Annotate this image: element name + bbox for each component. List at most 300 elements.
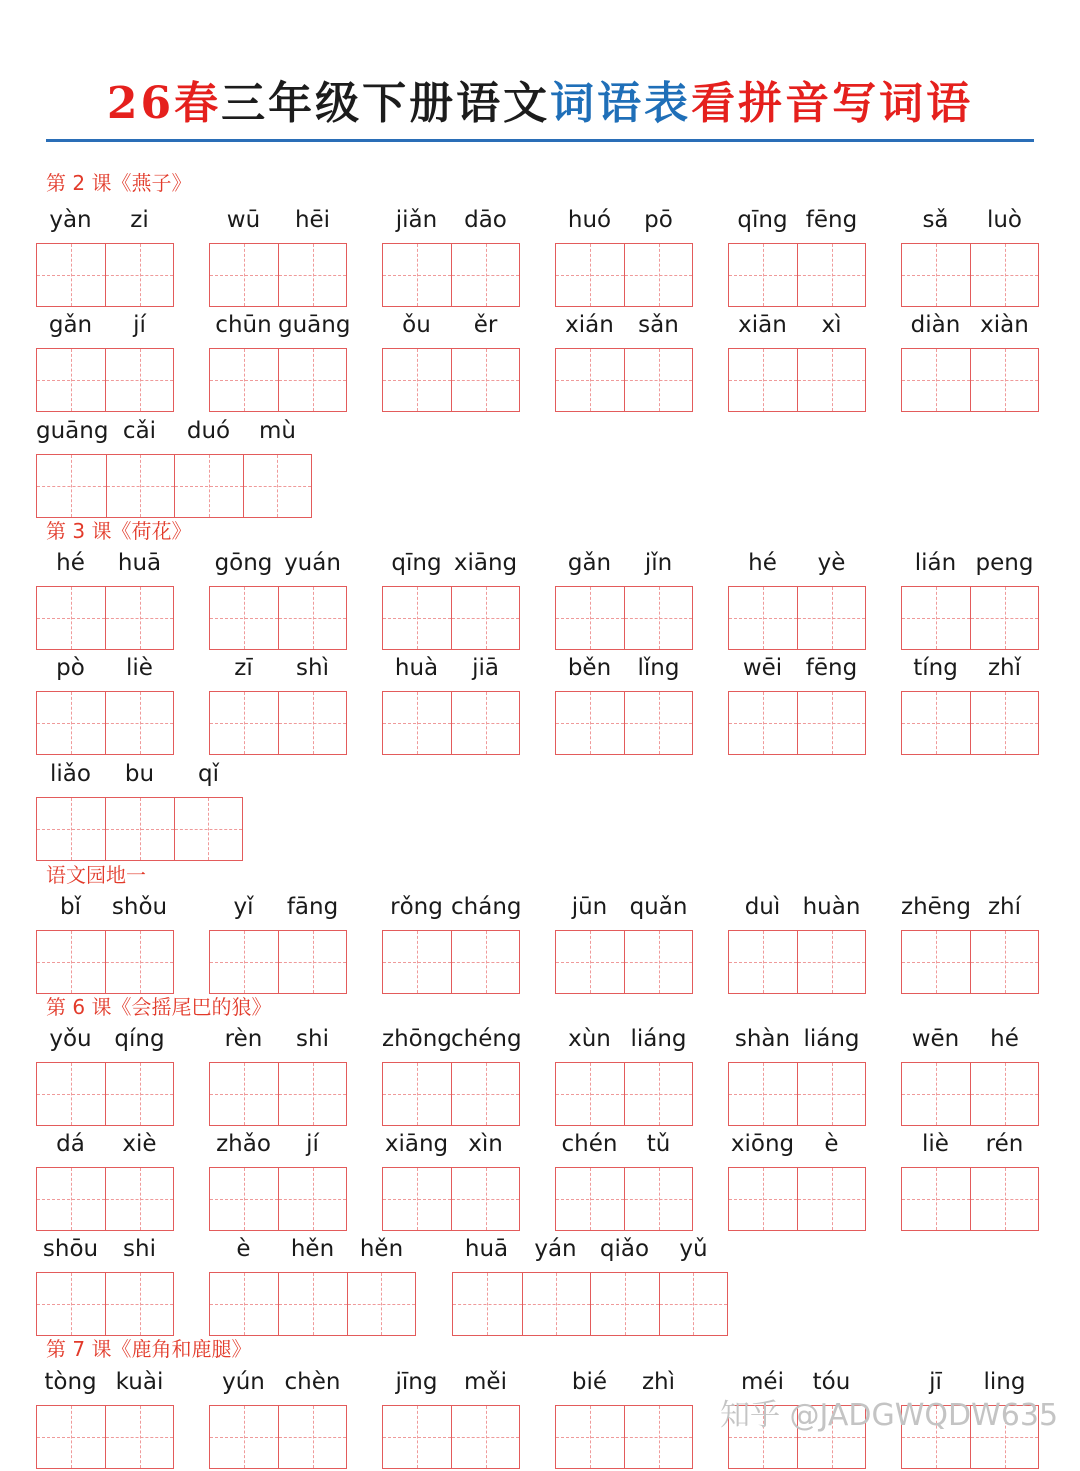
tianzige-cell[interactable] — [624, 349, 692, 411]
pinyin-row — [901, 890, 1039, 926]
pinyin-syllable: huà — [394, 655, 439, 681]
writing-grid — [36, 797, 243, 861]
section-title: 第 7 课《鹿角和鹿腿》 — [46, 1337, 252, 1361]
word-item — [452, 1232, 728, 1338]
pinyin-syllable: bié — [571, 1369, 608, 1395]
tianzige-cell[interactable] — [105, 349, 173, 411]
pinyin-syllable: liáng — [803, 1026, 860, 1052]
pinyin-row — [555, 1127, 693, 1163]
pinyin-syllable: lián — [914, 550, 957, 576]
pinyin-row — [728, 203, 866, 239]
pinyin-syllable: xùn — [568, 1026, 611, 1052]
tianzige-cell[interactable] — [37, 1168, 105, 1230]
writing-grid — [36, 454, 312, 518]
writing-grid — [728, 243, 866, 307]
tianzige-cell[interactable] — [105, 1063, 173, 1125]
pinyin-row — [209, 1127, 347, 1163]
pinyin-row — [36, 414, 312, 450]
tianzige-cell[interactable] — [278, 349, 346, 411]
tianzige-cell[interactable] — [970, 587, 1038, 649]
word-item — [36, 414, 312, 520]
pinyin-syllable: jí — [306, 1131, 319, 1157]
pinyin-syllable: huó — [567, 207, 612, 233]
tianzige-cell[interactable] — [797, 692, 865, 754]
tianzige-cell[interactable] — [105, 692, 173, 754]
word-item — [36, 308, 174, 414]
pinyin-row — [209, 308, 351, 344]
tianzige-cell[interactable] — [902, 244, 970, 306]
tianzige-cell[interactable] — [451, 587, 519, 649]
pinyin-row — [36, 890, 174, 926]
word-item — [728, 203, 866, 309]
tianzige-cell[interactable] — [347, 1273, 415, 1335]
tianzige-cell[interactable] — [37, 1406, 105, 1468]
writing-grid — [382, 1167, 520, 1231]
pinyin-row — [901, 1127, 1039, 1163]
tianzige-cell[interactable] — [902, 931, 970, 993]
tianzige-cell[interactable] — [624, 1406, 692, 1468]
pinyin-row — [36, 757, 243, 793]
pinyin-syllable: liǎo — [50, 761, 91, 787]
pinyin-row — [901, 203, 1039, 239]
writing-grid — [36, 930, 174, 994]
pinyin-syllable: xiān — [738, 312, 787, 338]
writing-grid — [901, 1167, 1039, 1231]
word-item — [209, 1022, 347, 1128]
tianzige-cell[interactable] — [624, 1168, 692, 1230]
word-item — [555, 1365, 693, 1471]
tianzige-cell[interactable] — [453, 1273, 522, 1335]
tianzige-cell[interactable] — [624, 244, 692, 306]
word-item — [382, 546, 520, 652]
writing-grid — [555, 1405, 693, 1469]
section-title: 第 2 课《燕子》 — [46, 171, 192, 195]
pinyin-syllable: dá — [56, 1131, 85, 1157]
tianzige-cell[interactable] — [451, 1063, 519, 1125]
word-item — [36, 890, 174, 996]
title-wordlist: 词语表 — [550, 78, 692, 129]
tianzige-cell[interactable] — [278, 1063, 346, 1125]
tianzige-cell[interactable] — [383, 1063, 451, 1125]
tianzige-cell[interactable] — [278, 1168, 346, 1230]
tianzige-cell[interactable] — [106, 455, 175, 517]
tianzige-cell[interactable] — [278, 931, 346, 993]
tianzige-cell[interactable] — [37, 455, 106, 517]
tianzige-cell[interactable] — [210, 692, 278, 754]
pinyin-syllable: chéng — [451, 1026, 522, 1052]
writing-grid — [901, 586, 1039, 650]
tianzige-cell[interactable] — [970, 692, 1038, 754]
tianzige-cell[interactable] — [902, 587, 970, 649]
pinyin-syllable: xiōng — [730, 1131, 795, 1157]
tianzige-cell[interactable] — [451, 1406, 519, 1468]
tianzige-cell[interactable] — [37, 1273, 105, 1335]
writing-grid — [555, 1167, 693, 1231]
pinyin-syllable: wū — [226, 207, 261, 233]
pinyin-syllable: tǔ — [646, 1131, 671, 1157]
word-item — [555, 308, 693, 414]
pinyin-syllable: xiè — [122, 1131, 157, 1157]
pinyin-row — [555, 203, 693, 239]
writing-grid — [728, 930, 866, 994]
tianzige-cell[interactable] — [451, 1168, 519, 1230]
page-title — [0, 72, 1080, 136]
word-item — [555, 1127, 693, 1233]
pinyin-row — [36, 1365, 174, 1401]
pinyin-syllable: diàn — [910, 312, 961, 338]
tianzige-cell[interactable] — [729, 349, 797, 411]
writing-grid — [555, 1062, 693, 1126]
pinyin-syllable: xìn — [468, 1131, 503, 1157]
pinyin-syllable: huā — [464, 1236, 509, 1262]
pinyin-syllable: jī — [929, 1369, 942, 1395]
tianzige-cell[interactable] — [243, 455, 312, 517]
pinyin-syllable: liè — [922, 1131, 949, 1157]
pinyin-syllable: guāng — [36, 418, 109, 444]
tianzige-cell[interactable] — [624, 692, 692, 754]
pinyin-syllable: jí — [133, 312, 146, 338]
tianzige-cell[interactable] — [902, 692, 970, 754]
tianzige-cell[interactable] — [37, 349, 105, 411]
tianzige-cell[interactable] — [174, 798, 242, 860]
pinyin-syllable: jūn — [571, 894, 608, 920]
pinyin-syllable: rǒng — [390, 894, 443, 920]
tianzige-cell[interactable] — [556, 587, 624, 649]
pinyin-row — [901, 546, 1039, 582]
pinyin-syllable: zhì — [641, 1369, 676, 1395]
pinyin-syllable: zhōng — [382, 1026, 452, 1052]
writing-grid — [382, 691, 520, 755]
tianzige-cell[interactable] — [210, 931, 278, 993]
pinyin-syllable: zhǎo — [216, 1131, 271, 1157]
pinyin-syllable: tóu — [812, 1369, 851, 1395]
tianzige-cell[interactable] — [556, 1063, 624, 1125]
tianzige-cell[interactable] — [451, 931, 519, 993]
tianzige-cell[interactable] — [37, 244, 105, 306]
tianzige-cell[interactable] — [590, 1273, 659, 1335]
pinyin-syllable: hěn — [290, 1236, 335, 1262]
word-item — [728, 1127, 866, 1233]
pinyin-row — [555, 1365, 693, 1401]
tianzige-cell[interactable] — [970, 349, 1038, 411]
writing-grid — [209, 930, 347, 994]
tianzige-cell[interactable] — [210, 1063, 278, 1125]
tianzige-cell[interactable] — [729, 1168, 797, 1230]
pinyin-syllable: shi — [123, 1236, 156, 1262]
writing-grid — [382, 348, 520, 412]
tianzige-cell[interactable] — [556, 931, 624, 993]
tianzige-cell[interactable] — [729, 587, 797, 649]
pinyin-row — [36, 1232, 174, 1268]
tianzige-cell[interactable] — [105, 587, 173, 649]
pinyin-syllable: zhǐ — [987, 655, 1022, 681]
tianzige-cell[interactable] — [729, 244, 797, 306]
tianzige-cell[interactable] — [210, 587, 278, 649]
tianzige-cell[interactable] — [383, 587, 451, 649]
pinyin-syllable: yè — [817, 550, 846, 576]
pinyin-syllable: huā — [117, 550, 162, 576]
word-item — [555, 203, 693, 309]
word-item — [209, 1232, 416, 1338]
writing-grid — [36, 348, 174, 412]
word-item — [901, 1022, 1039, 1128]
writing-grid — [36, 1405, 174, 1469]
pinyin-syllable: měi — [464, 1369, 507, 1395]
pinyin-row — [728, 651, 866, 687]
writing-grid — [36, 586, 174, 650]
pinyin-row — [36, 308, 174, 344]
tianzige-cell[interactable] — [210, 1273, 278, 1335]
word-item — [901, 890, 1039, 996]
tianzige-cell[interactable] — [383, 349, 451, 411]
word-item — [901, 308, 1039, 414]
writing-grid — [36, 1167, 174, 1231]
word-item — [555, 890, 693, 996]
pinyin-syllable: jiā — [472, 655, 499, 681]
pinyin-syllable: shōu — [42, 1236, 99, 1262]
writing-grid — [728, 691, 866, 755]
pinyin-syllable: xián — [565, 312, 614, 338]
word-item — [36, 1365, 174, 1471]
pinyin-row — [382, 203, 520, 239]
pinyin-syllable: hé — [748, 550, 777, 576]
word-item — [728, 308, 866, 414]
tianzige-cell[interactable] — [451, 349, 519, 411]
tianzige-cell[interactable] — [278, 587, 346, 649]
pinyin-row — [382, 546, 520, 582]
pinyin-row — [36, 651, 174, 687]
pinyin-syllable: xì — [821, 312, 842, 338]
pinyin-row — [901, 651, 1039, 687]
pinyin-row — [452, 1232, 728, 1268]
tianzige-cell[interactable] — [105, 1406, 173, 1468]
pinyin-row — [209, 1365, 347, 1401]
pinyin-syllable: guāng — [278, 312, 351, 338]
tianzige-cell[interactable] — [556, 692, 624, 754]
pinyin-syllable: gǎn — [567, 550, 612, 576]
pinyin-syllable: gǎn — [48, 312, 93, 338]
tianzige-cell[interactable] — [210, 1406, 278, 1468]
pinyin-syllable: wēn — [911, 1026, 960, 1052]
writing-grid — [452, 1272, 728, 1336]
tianzige-cell[interactable] — [278, 244, 346, 306]
pinyin-syllable: wēi — [742, 655, 783, 681]
pinyin-syllable: lǐng — [637, 655, 680, 681]
writing-grid — [555, 348, 693, 412]
tianzige-cell[interactable] — [37, 1063, 105, 1125]
writing-grid — [36, 691, 174, 755]
word-item — [36, 203, 174, 309]
tianzige-cell[interactable] — [210, 349, 278, 411]
writing-grid — [555, 586, 693, 650]
tianzige-cell[interactable] — [556, 349, 624, 411]
pinyin-row — [209, 890, 347, 926]
word-item — [382, 1127, 520, 1233]
tianzige-cell[interactable] — [902, 349, 970, 411]
tianzige-cell[interactable] — [522, 1273, 591, 1335]
pinyin-syllable: zhí — [987, 894, 1022, 920]
pinyin-syllable: qīng — [391, 550, 442, 576]
tianzige-cell[interactable] — [902, 1063, 970, 1125]
tianzige-cell[interactable] — [383, 931, 451, 993]
word-item — [382, 203, 520, 309]
word-item — [209, 203, 347, 309]
tianzige-cell[interactable] — [451, 244, 519, 306]
pinyin-row — [901, 308, 1039, 344]
writing-grid — [209, 1062, 347, 1126]
tianzige-cell[interactable] — [970, 1168, 1038, 1230]
pinyin-syllable: liáng — [630, 1026, 687, 1052]
word-item — [36, 651, 174, 757]
tianzige-cell[interactable] — [278, 692, 346, 754]
pinyin-syllable: pō — [644, 207, 673, 233]
tianzige-cell[interactable] — [797, 931, 865, 993]
writing-grid — [382, 1405, 520, 1469]
word-item — [36, 757, 243, 863]
pinyin-syllable: duó — [186, 418, 231, 444]
tianzige-cell[interactable] — [37, 931, 105, 993]
pinyin-syllable: duì — [744, 894, 781, 920]
tianzige-cell[interactable] — [970, 244, 1038, 306]
tianzige-cell[interactable] — [451, 692, 519, 754]
pinyin-row — [209, 203, 347, 239]
tianzige-cell[interactable] — [383, 1168, 451, 1230]
pinyin-row — [36, 1127, 174, 1163]
pinyin-syllable: yǒu — [49, 1026, 92, 1052]
tianzige-cell[interactable] — [556, 1168, 624, 1230]
tianzige-cell[interactable] — [624, 1063, 692, 1125]
pinyin-syllable: zī — [234, 655, 253, 681]
pinyin-syllable: fēng — [805, 655, 858, 681]
writing-grid — [382, 243, 520, 307]
tianzige-cell[interactable] — [105, 931, 173, 993]
tianzige-cell[interactable] — [729, 931, 797, 993]
pinyin-syllable: gōng — [214, 550, 273, 576]
tianzige-cell[interactable] — [278, 1406, 346, 1468]
pinyin-syllable: jīng — [395, 1369, 438, 1395]
pinyin-syllable: tòng — [44, 1369, 97, 1395]
tianzige-cell[interactable] — [105, 244, 173, 306]
tianzige-cell[interactable] — [970, 931, 1038, 993]
pinyin-syllable: è — [824, 1131, 839, 1157]
tianzige-cell[interactable] — [37, 798, 105, 860]
tianzige-cell[interactable] — [383, 1406, 451, 1468]
pinyin-row — [901, 1022, 1039, 1058]
tianzige-cell[interactable] — [797, 1168, 865, 1230]
pinyin-syllable: yán — [534, 1236, 577, 1262]
tianzige-cell[interactable] — [105, 798, 173, 860]
tianzige-cell[interactable] — [383, 692, 451, 754]
tianzige-cell[interactable] — [174, 455, 243, 517]
pinyin-syllable: xiàn — [980, 312, 1029, 338]
tianzige-cell[interactable] — [797, 244, 865, 306]
tianzige-cell[interactable] — [797, 1063, 865, 1125]
tianzige-cell[interactable] — [624, 931, 692, 993]
tianzige-cell[interactable] — [37, 692, 105, 754]
writing-grid — [36, 1062, 174, 1126]
pinyin-row — [382, 890, 520, 926]
pinyin-syllable: qǐ — [198, 761, 219, 787]
tianzige-cell[interactable] — [278, 1273, 346, 1335]
writing-grid — [382, 930, 520, 994]
section-title: 第 3 课《荷花》 — [46, 519, 192, 543]
tianzige-cell[interactable] — [383, 244, 451, 306]
pinyin-syllable: shì — [296, 655, 329, 681]
tianzige-cell[interactable] — [556, 244, 624, 306]
pinyin-syllable: quǎn — [629, 894, 688, 920]
writing-grid — [382, 1062, 520, 1126]
word-item — [382, 1022, 520, 1128]
word-item — [209, 546, 347, 652]
pinyin-syllable: yàn — [49, 207, 92, 233]
word-item — [728, 651, 866, 757]
writing-grid — [901, 1062, 1039, 1126]
tianzige-cell[interactable] — [210, 1168, 278, 1230]
pinyin-syllable: qíng — [114, 1026, 165, 1052]
writing-grid — [555, 243, 693, 307]
tianzige-cell[interactable] — [902, 1168, 970, 1230]
pinyin-syllable: tíng — [913, 655, 958, 681]
pinyin-syllable: kuài — [115, 1369, 164, 1395]
pinyin-row — [728, 1127, 866, 1163]
pinyin-syllable: zi — [130, 207, 149, 233]
tianzige-cell[interactable] — [797, 349, 865, 411]
tianzige-cell[interactable] — [37, 587, 105, 649]
pinyin-syllable: cháng — [451, 894, 522, 920]
tianzige-cell[interactable] — [797, 587, 865, 649]
pinyin-syllable: sǎn — [638, 312, 679, 338]
pinyin-syllable: fāng — [286, 894, 339, 920]
writing-grid — [209, 586, 347, 650]
writing-grid — [728, 348, 866, 412]
pinyin-syllable: jǐn — [644, 550, 673, 576]
pinyin-row — [555, 651, 693, 687]
tianzige-cell[interactable] — [556, 1406, 624, 1468]
pinyin-syllable: hěn — [359, 1236, 404, 1262]
word-item — [382, 308, 520, 414]
tianzige-cell[interactable] — [624, 587, 692, 649]
word-item — [209, 1127, 347, 1233]
tianzige-cell[interactable] — [970, 1063, 1038, 1125]
pinyin-syllable: peng — [975, 550, 1034, 576]
pinyin-syllable: chèn — [284, 1369, 341, 1395]
tianzige-cell[interactable] — [729, 1063, 797, 1125]
word-item — [555, 651, 693, 757]
writing-grid — [209, 1272, 416, 1336]
pinyin-syllable: chén — [561, 1131, 618, 1157]
pinyin-syllable: xiāng — [453, 550, 518, 576]
pinyin-row — [555, 890, 693, 926]
pinyin-row — [382, 1127, 520, 1163]
tianzige-cell[interactable] — [105, 1273, 173, 1335]
word-item — [728, 890, 866, 996]
pinyin-syllable: zhēng — [901, 894, 971, 920]
word-item — [901, 546, 1039, 652]
pinyin-row — [555, 1022, 693, 1058]
tianzige-cell[interactable] — [659, 1273, 728, 1335]
pinyin-syllable: bu — [124, 761, 155, 787]
pinyin-row — [36, 1022, 174, 1058]
tianzige-cell[interactable] — [729, 692, 797, 754]
word-item — [901, 1127, 1039, 1233]
pinyin-syllable: yuán — [284, 550, 341, 576]
pinyin-syllable: pò — [56, 655, 85, 681]
writing-grid — [382, 586, 520, 650]
tianzige-cell[interactable] — [210, 244, 278, 306]
tianzige-cell[interactable] — [105, 1168, 173, 1230]
writing-grid — [728, 586, 866, 650]
pinyin-syllable: ling — [983, 1369, 1026, 1395]
